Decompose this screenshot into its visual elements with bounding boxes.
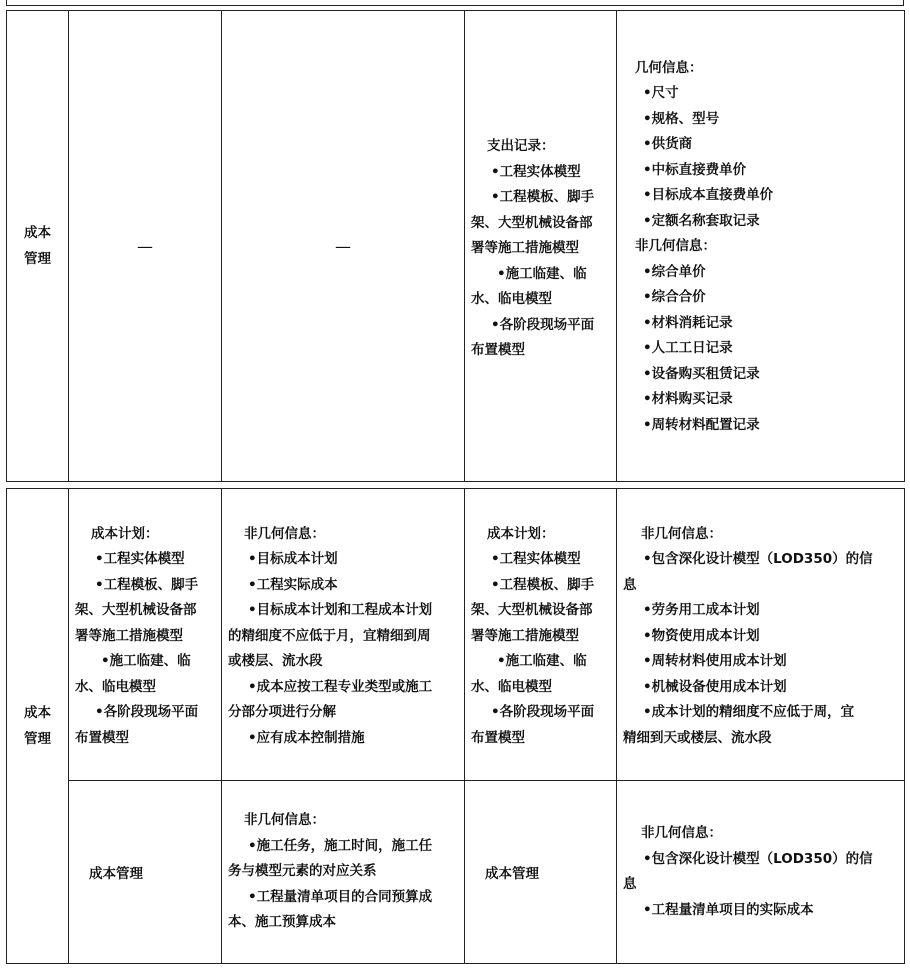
list-item-cont: 分部分项进行分解 bbox=[228, 704, 336, 721]
list-item-cont: 水、临电模型 bbox=[471, 291, 552, 308]
list-item-cont: 本、施工预算成本 bbox=[228, 914, 336, 931]
list-item: •施工临建、临 bbox=[101, 653, 191, 670]
nongeo-title: 非几何信息： bbox=[635, 238, 716, 255]
list-item-cont: 布置模型 bbox=[471, 342, 525, 359]
list-item: •劳务用工成本计划 bbox=[643, 602, 760, 619]
list-item-cont: 架、大型机械设备部 bbox=[471, 214, 593, 231]
dash-text: — bbox=[335, 236, 351, 256]
management-label: 成本管理 bbox=[89, 866, 143, 882]
empty-cell bbox=[222, 11, 465, 482]
list-item: •各阶段现场平面 bbox=[95, 704, 199, 721]
category-cell bbox=[7, 489, 69, 964]
list-item: •工程模板、脚手 bbox=[95, 576, 199, 593]
list-item: •材料购买记录 bbox=[643, 391, 733, 408]
list-item-cont: 息 bbox=[623, 576, 637, 593]
list-item-cont: 水、临电模型 bbox=[471, 678, 552, 695]
list-item: •人工工日记录 bbox=[643, 340, 733, 357]
list-item: •规格、型号 bbox=[643, 110, 720, 127]
list-item: •应有成本控制措施 bbox=[248, 729, 365, 746]
management-label: 成本管理 bbox=[485, 866, 539, 882]
list-item: •施工临建、临 bbox=[497, 653, 587, 670]
list-item-cont: 息 bbox=[623, 876, 637, 892]
nongeo-cell bbox=[617, 489, 905, 781]
table-row bbox=[7, 489, 905, 781]
category-label-line2: 管理 bbox=[24, 731, 51, 747]
list-item: •工程实际成本 bbox=[248, 576, 338, 593]
list-item: •目标成本计划和工程成本计划 bbox=[248, 602, 433, 619]
list-item: •中标直接费单价 bbox=[643, 161, 747, 178]
plan-cell bbox=[69, 489, 222, 781]
nongeo-cell bbox=[617, 781, 905, 964]
list-item: •包含深化设计模型（LOD350）的信 bbox=[643, 850, 873, 867]
category-label-line1: 成本 bbox=[24, 705, 51, 721]
info-cell bbox=[617, 11, 905, 482]
upper-table bbox=[6, 10, 905, 482]
list-item-cont: 架、大型机械设备部 bbox=[75, 602, 197, 619]
nongeo-title: 非几何信息： bbox=[641, 825, 722, 841]
list-item: •工程模板、脚手 bbox=[491, 576, 595, 593]
nongeo-title: 非几何信息： bbox=[244, 812, 325, 829]
list-item: •包含深化设计模型（LOD350）的信 bbox=[643, 551, 873, 568]
list-item: •施工任务，施工时间，施工任 bbox=[248, 837, 433, 854]
list-item-cont: 的精细度不应低于月，宜精细到周 bbox=[228, 627, 431, 644]
list-item: •物资使用成本计划 bbox=[643, 627, 760, 644]
list-item: •周转材料使用成本计划 bbox=[643, 653, 787, 670]
list-item-cont: 水、临电模型 bbox=[75, 678, 156, 695]
category-label-line2: 管理 bbox=[24, 251, 51, 267]
list-item: •周转材料配置记录 bbox=[643, 416, 760, 433]
list-item: •各阶段现场平面 bbox=[491, 704, 595, 721]
list-item: •工程实体模型 bbox=[491, 163, 581, 180]
plan-cell bbox=[465, 489, 617, 781]
list-item: •目标成本直接费单价 bbox=[643, 187, 774, 204]
list-item: •工程实体模型 bbox=[491, 551, 581, 568]
list-item-cont: 布置模型 bbox=[75, 729, 129, 746]
list-item: •工程模板、脚手 bbox=[491, 189, 595, 206]
nongeo-cell bbox=[222, 489, 465, 781]
management-cell bbox=[465, 781, 617, 964]
geo-title: 几何信息： bbox=[635, 59, 703, 76]
management-cell bbox=[69, 781, 222, 964]
list-item: •综合单价 bbox=[643, 263, 706, 280]
list-item: •各阶段现场平面 bbox=[491, 316, 595, 333]
table-row bbox=[7, 781, 905, 964]
category-label-line1: 成本 bbox=[24, 225, 51, 241]
list-item-cont: 署等施工措施模型 bbox=[471, 627, 579, 644]
list-item: •材料消耗记录 bbox=[643, 314, 733, 331]
category-cell bbox=[7, 11, 69, 482]
list-item: •成本应按工程专业类型或施工 bbox=[248, 678, 433, 695]
dash-text: — bbox=[137, 236, 153, 256]
list-item: •工程量清单项目的实际成本 bbox=[643, 901, 814, 918]
list-item-cont: 或楼层、流水段 bbox=[228, 653, 323, 670]
list-item: •工程实体模型 bbox=[95, 551, 185, 568]
nongeo-cell bbox=[222, 781, 465, 964]
list-item: •成本计划的精细度不应低于周，宜 bbox=[643, 704, 855, 721]
nongeo-title: 非几何信息： bbox=[244, 525, 325, 542]
list-item-cont: 署等施工措施模型 bbox=[75, 627, 183, 644]
plan-title: 成本计划： bbox=[487, 525, 555, 542]
plan-title: 成本计划： bbox=[91, 525, 159, 542]
list-item-cont: 架、大型机械设备部 bbox=[471, 602, 593, 619]
list-item: •施工临建、临 bbox=[497, 265, 587, 282]
list-item-cont: 布置模型 bbox=[471, 729, 525, 746]
list-item: •设备购买租赁记录 bbox=[643, 365, 760, 382]
previous-table-border bbox=[6, 0, 904, 6]
list-item: •工程量清单项目的合同预算成 bbox=[248, 888, 433, 905]
list-item-cont: 精细到天或楼层、流水段 bbox=[623, 729, 772, 746]
list-item: •机械设备使用成本计划 bbox=[643, 678, 787, 695]
list-item-cont: 署等施工措施模型 bbox=[471, 240, 579, 257]
list-item: •供货商 bbox=[643, 136, 693, 153]
nongeo-title: 非几何信息： bbox=[641, 525, 722, 542]
table-row bbox=[7, 11, 905, 482]
list-item: •目标成本计划 bbox=[248, 551, 338, 568]
list-item: •定额名称套取记录 bbox=[643, 212, 760, 229]
lower-table bbox=[6, 488, 905, 964]
empty-cell bbox=[69, 11, 222, 482]
list-item: •综合合价 bbox=[643, 289, 706, 306]
expense-record-cell bbox=[465, 11, 617, 482]
list-item-cont: 务与模型元素的对应关系 bbox=[228, 863, 377, 880]
list-item: •尺寸 bbox=[643, 85, 679, 102]
expense-title: 支出记录： bbox=[487, 138, 555, 155]
